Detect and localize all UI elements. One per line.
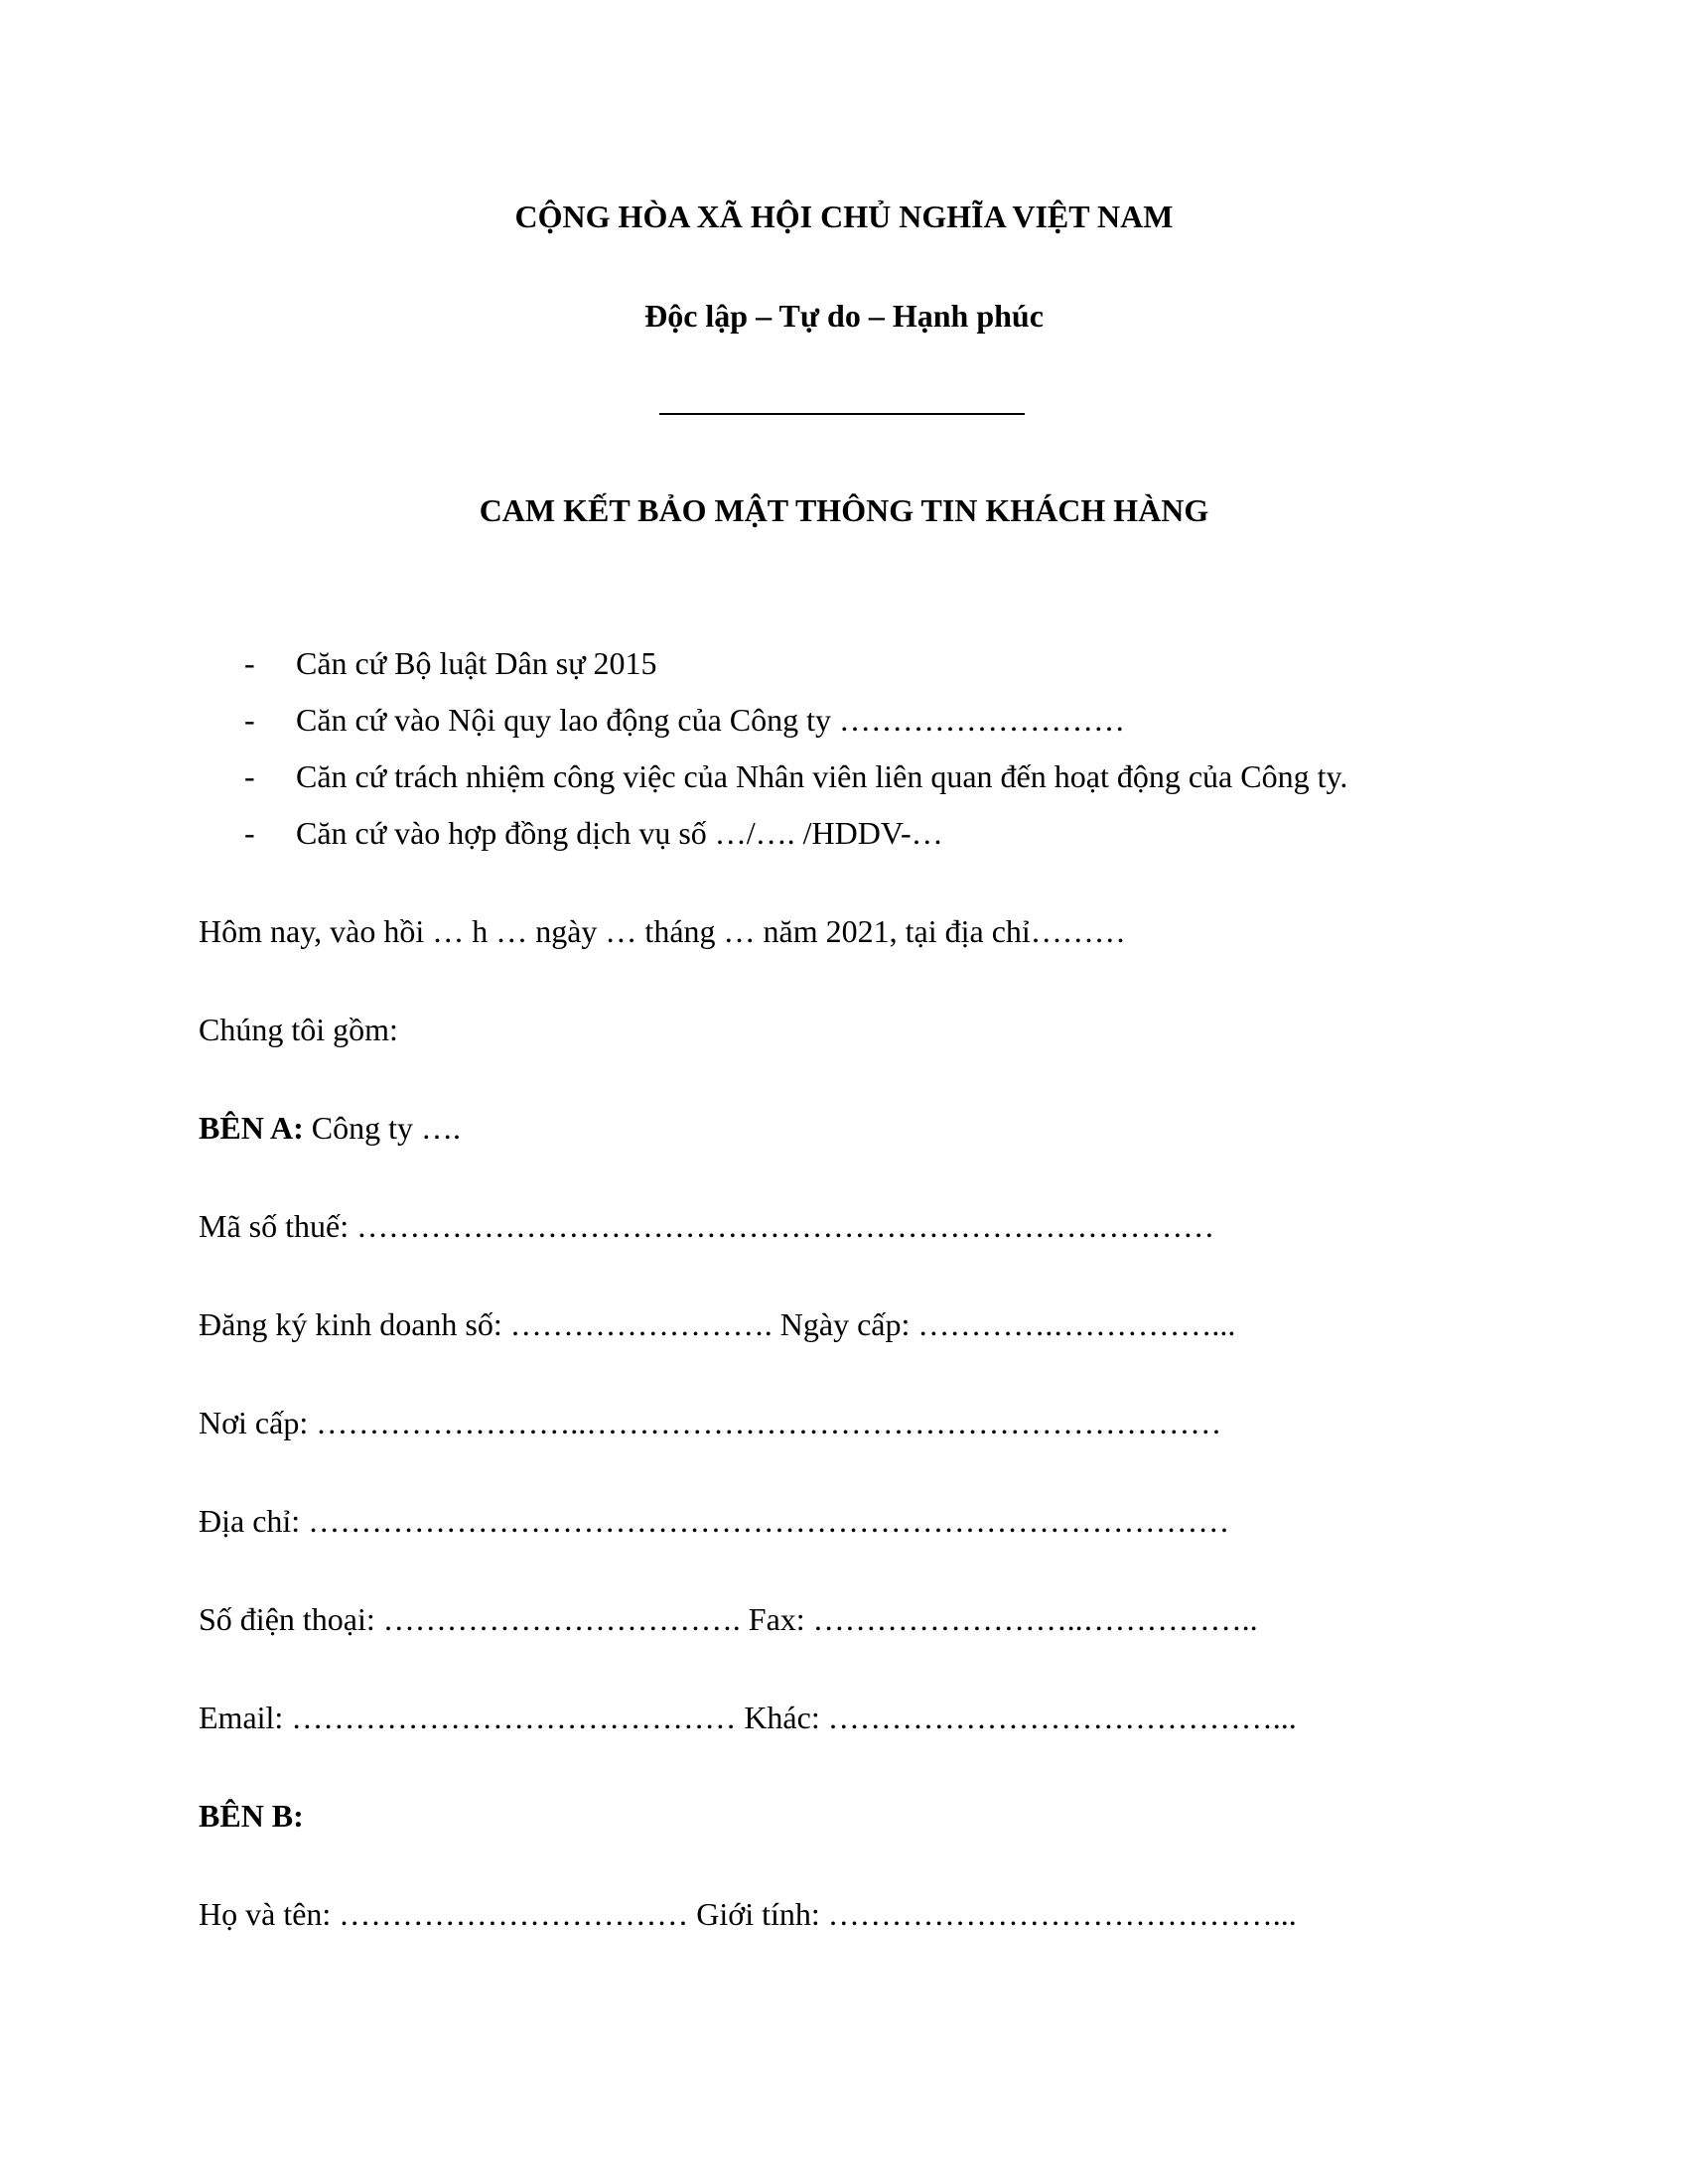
address-field: Địa chỉ: …………………………………………………………………………… xyxy=(199,1503,1230,1539)
country-heading: CỘNG HÒA XÃ HỘI CHỦ NGHĨA VIỆT NAM xyxy=(514,199,1174,234)
document-title: CAM KẾT BẢO MẬT THÔNG TIN KHÁCH HÀNG xyxy=(479,492,1209,528)
tax-code-field: Mã số thuế: ……………………………………………………………………… xyxy=(199,1208,1215,1244)
bullet-item: Căn cứ vào Nội quy lao động của Công ty ……………………… xyxy=(296,702,1126,738)
bullet-dash: - xyxy=(244,702,255,738)
bullet-item: Căn cứ vào hợp đồng dịch vụ số …/…. /HDDV-… xyxy=(296,815,943,851)
email-other-field: Email: …………………………………… Khác: ……………………………………... xyxy=(199,1700,1297,1735)
issued-at-field: Nơi cấp: ……………………..…………………………………………………… xyxy=(199,1405,1222,1440)
bullet-dash: - xyxy=(244,815,255,851)
name-gender-field: Họ và tên: …………………………… Giới tính: ……………………………………... xyxy=(199,1896,1297,1932)
bullet-dash: - xyxy=(244,645,255,681)
bullet-item: Căn cứ trách nhiệm công việc của Nhân viên liên quan đến hoạt động của Công ty. xyxy=(296,758,1348,794)
party-a-value: Công ty …. xyxy=(303,1110,462,1146)
party-a-line xyxy=(199,1108,461,1148)
business-registration-field: Đăng ký kinh doanh số: ……………………. Ngày cấp: ………….……………... xyxy=(199,1306,1236,1342)
phone-fax-field: Số điện thoại: ……………………………. Fax: ……………………..…………….. xyxy=(199,1601,1258,1637)
party-a-label: BÊN A: xyxy=(199,1110,304,1146)
motto-heading: Độc lập – Tự do – Hạnh phúc xyxy=(644,298,1044,334)
party-b-label: BÊN B: xyxy=(199,1798,304,1834)
bullet-dash: - xyxy=(244,758,255,794)
bullet-item: Căn cứ Bộ luật Dân sự 2015 xyxy=(296,645,657,681)
party-b-line xyxy=(199,1796,304,1836)
header-divider xyxy=(659,413,1025,415)
parties-intro: Chúng tôi gồm: xyxy=(199,1012,398,1047)
date-line: Hôm nay, vào hồi … h … ngày … tháng … năm 2021, tại địa chỉ……… xyxy=(199,913,1126,949)
